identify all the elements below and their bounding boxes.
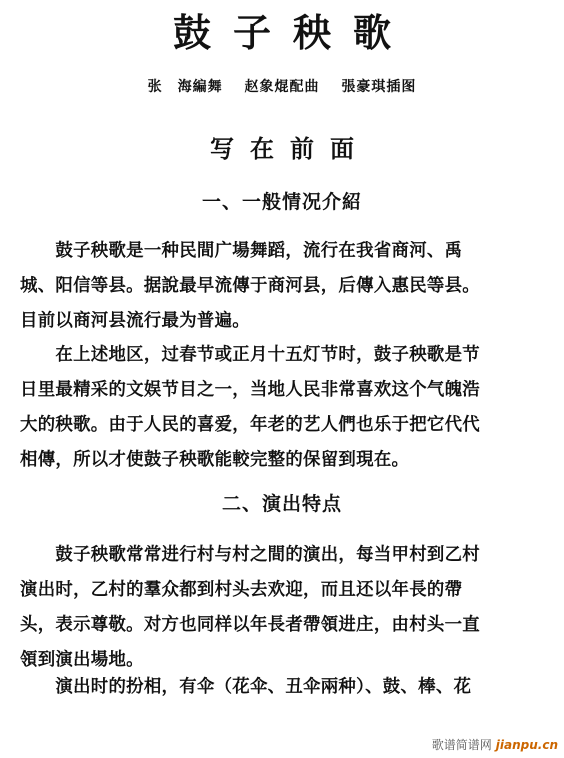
credit-music: 赵象焜配曲 xyxy=(244,79,320,95)
paragraph-line: 日里最精采的文娱节目之一，当地人民非常喜欢这个气魄浩 xyxy=(20,380,480,400)
paragraph-line: 城、阳信等县。据說最早流傳于商河县，后傳入惠民等县。 xyxy=(20,276,480,296)
credit-illustration: 張豪琪插图 xyxy=(341,79,417,95)
credit-choreography: 张 海編舞 xyxy=(147,79,223,95)
heading-performance-features: 二、演出特点 xyxy=(221,493,342,515)
paragraph-2 xyxy=(20,338,546,478)
site-watermark xyxy=(432,738,558,752)
paragraph-3 xyxy=(20,538,546,678)
credits-line xyxy=(0,78,564,96)
paragraph-line: 演出时的扮相，有伞（花伞、丑伞兩种）、鼓、棒、花 xyxy=(20,677,472,697)
paragraph-1 xyxy=(20,234,546,339)
heading-general-intro: 一、一般情况介紹 xyxy=(201,191,362,213)
watermark-url: jianpu.cn xyxy=(495,738,558,752)
paragraph-line: 領到演出場地。 xyxy=(20,650,144,670)
paragraph-line: 演出时，乙村的羣众都到村头去欢迎，而且还以年長的帶 xyxy=(20,580,463,600)
section-title: 写在前面 xyxy=(210,134,370,163)
document-title: 鼓子秧歌 xyxy=(172,10,413,55)
paragraph-line: 鼓子秧歌常常进行村与村之間的演出，每当甲村到乙村 xyxy=(20,545,480,565)
paragraph-line: 相傳，所以才使鼓子秧歌能較完整的保留到現在。 xyxy=(20,450,410,470)
paragraph-line: 大的秧歌。由于人民的喜爱，年老的艺人們也乐于把它代代 xyxy=(20,415,480,435)
watermark-site-name: 歌谱简谱网 xyxy=(431,738,492,752)
paragraph-line: 在上述地区，过春节或正月十五灯节时，鼓子秧歌是节 xyxy=(20,345,480,365)
paragraph-line: 鼓子秧歌是一种民間广場舞蹈，流行在我省商河、禹 xyxy=(20,241,463,261)
paragraph-line: 目前以商河县流行最为普遍。 xyxy=(20,311,250,331)
paragraph-4 xyxy=(20,670,546,705)
paragraph-line: 头，表示尊敬。对方也同样以年長者帶領进庄，由村头一直 xyxy=(20,615,480,635)
